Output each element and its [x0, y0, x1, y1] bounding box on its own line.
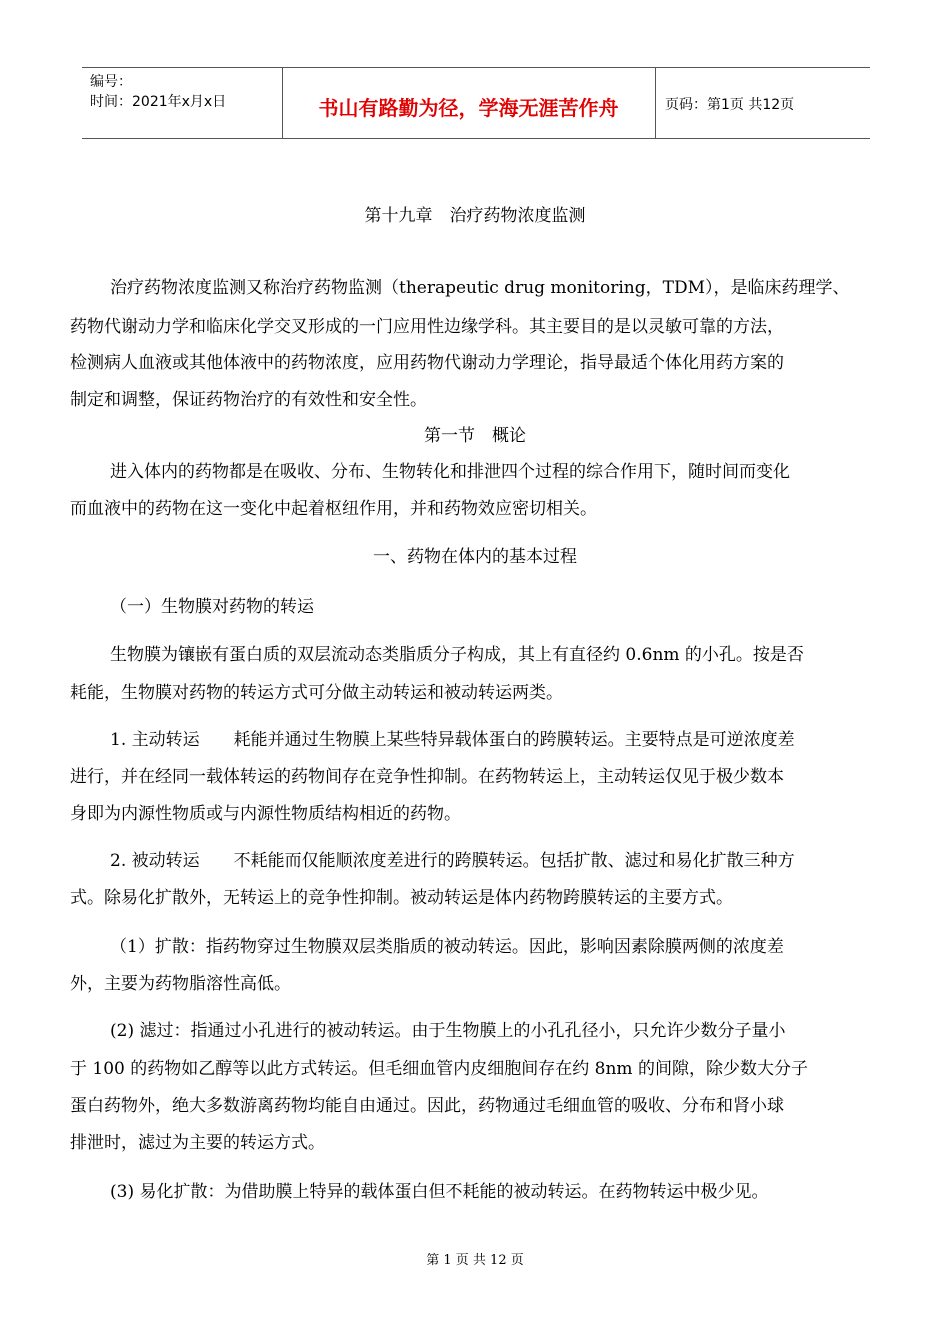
paragraph-line: 身即为内源性物质或与内源性物质结构相近的药物。 [70, 804, 461, 824]
paragraph-line: 外，主要为药物脂溶性高低。 [70, 974, 291, 994]
paragraph-line: 治疗药物浓度监测又称治疗药物监测（therapeutic drug monitoring，TDM），是临床药理学、 [110, 278, 850, 298]
paragraph-line: 2. 被动转运 不耗能而仅能顺浓度差进行的跨膜转运。包括扩散、滤过和易化扩散三种方 [110, 851, 795, 871]
header-motto-cell [282, 68, 656, 138]
document-number-label: 编号： [90, 74, 132, 90]
paragraph-line: （1）扩散：指药物穿过生物膜双层类脂质的被动转运。因此，影响因素除膜两侧的浓度差 [110, 937, 784, 957]
paragraph-line: 而血液中的药物在这一变化中起着枢纽作用，并和药物效应密切相关。 [70, 499, 597, 519]
paragraph-line: (2) 滤过：指通过小孔进行的被动转运。由于生物膜上的小孔孔径小，只允许少数分子量小 [110, 1021, 786, 1041]
paragraph-line: 蛋白药物外，绝大多数游离药物均能自由通过。因此，药物通过毛细血管的吸收、分布和肾小球 [70, 1096, 784, 1116]
paragraph-line: 检测病人血液或其他体液中的药物浓度，应用药物代谢动力学理论，指导最适个体化用药方案的 [70, 353, 784, 373]
subsection-title: 一、药物在体内的基本过程 [373, 547, 577, 567]
paragraph-line: 耗能，生物膜对药物的转运方式可分做主动转运和被动转运两类。 [70, 683, 563, 703]
chapter-title: 第十九章 治疗药物浓度监测 [364, 206, 586, 226]
document-time-label: 时间：2021年x月x日 [90, 94, 227, 110]
paragraph-line: 1. 主动转运 耗能并通过生物膜上某些特异载体蛋白的跨膜转运。主要特点是可逆浓度差 [110, 730, 795, 750]
paragraph-line: 药物代谢动力学和临床化学交叉形成的一门应用性边缘学科。其主要目的是以灵敏可靠的方法， [70, 317, 784, 337]
page-footer: 第 1 页 共 12 页 [426, 1253, 524, 1268]
header-page-cell [656, 68, 870, 138]
header-meta-cell [82, 68, 283, 138]
paragraph-line: 进行，并在经同一载体转运的药物间存在竞争性抑制。在药物转运上，主动转运仅见于极少数本 [70, 767, 784, 787]
section-title: 第一节 概论 [424, 426, 526, 446]
subsubsection-title: （一）生物膜对药物的转运 [110, 597, 314, 617]
paragraph-line: 进入体内的药物都是在吸收、分布、生物转化和排泄四个过程的综合作用下，随时间而变化 [110, 462, 790, 482]
paragraph-line: (3) 易化扩散：为借助膜上特异的载体蛋白但不耗能的被动转运。在药物转运中极少见。 [110, 1182, 769, 1202]
header-page-info: 页码：第1页 共12页 [665, 97, 795, 113]
paragraph-line: 式。除易化扩散外，无转运上的竞争性抑制。被动转运是体内药物跨膜转运的主要方式。 [70, 888, 733, 908]
paragraph-line: 制定和调整，保证药物治疗的有效性和安全性。 [70, 390, 427, 410]
page-header [82, 67, 870, 139]
paragraph-line: 于 100 的药物如乙醇等以此方式转运。但毛细血管内皮细胞间存在约 8nm 的间隙，除少数大分子 [70, 1059, 808, 1079]
paragraph-line: 生物膜为镶嵌有蛋白质的双层流动态类脂质分子构成，其上有直径约 0.6nm 的小孔。按是否 [110, 645, 804, 665]
paragraph-line: 排泄时，滤过为主要的转运方式。 [70, 1133, 325, 1153]
header-motto: 书山有路勤为径，学海无涯苦作舟 [318, 96, 619, 120]
